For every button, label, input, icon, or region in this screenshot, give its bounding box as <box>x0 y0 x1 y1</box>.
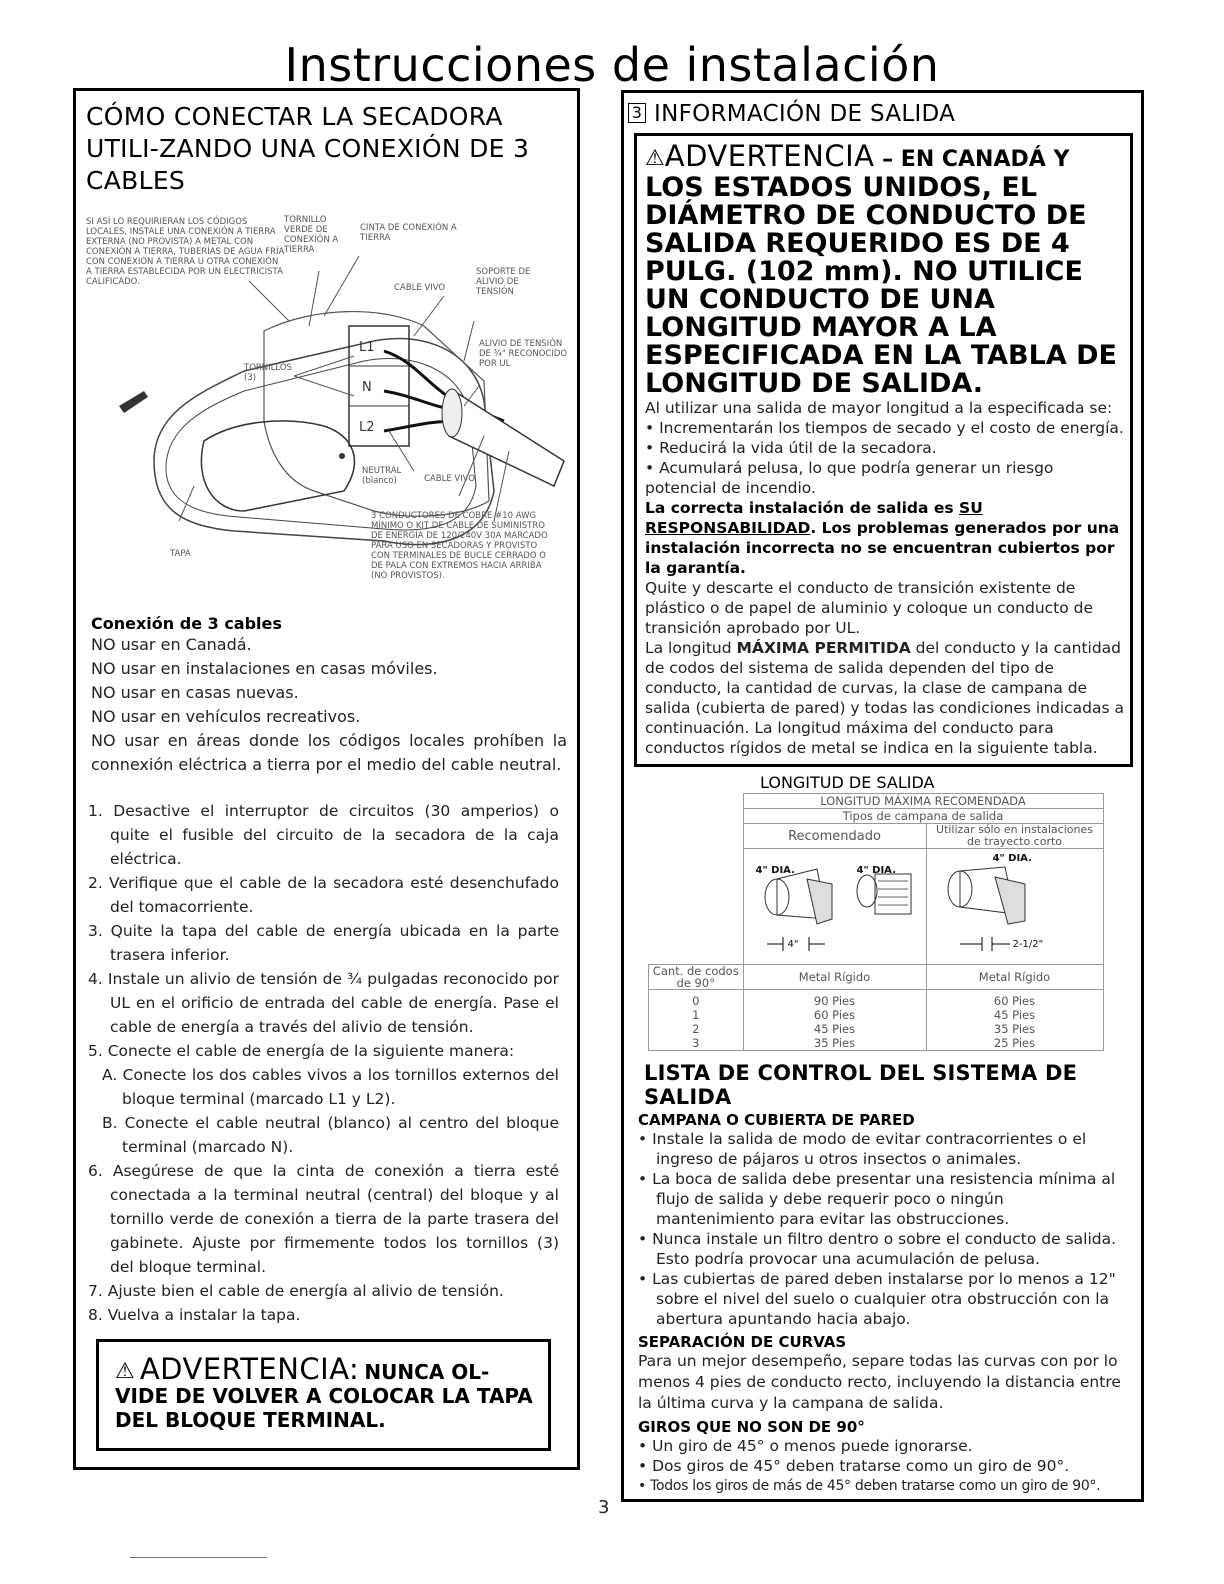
terminal-cover-warning <box>96 1339 551 1451</box>
exhaust-warning-bullet-2: • Reducirá la vida útil de la secadora. <box>645 439 937 457</box>
table-row <box>649 1036 1104 1051</box>
warning-triangle-icon: ⚠ <box>115 1359 135 1384</box>
short-length: 45 Pies <box>926 1008 1103 1022</box>
short-length: 25 Pies <box>926 1036 1103 1051</box>
max-length-text-c: del conducto y la cantidad de codos del sistema de salida dependen del tipo de conducto, la cantidad de curvas, la clase de campana de salida (cubierta de pared) y todas las condiciones indicadas a continuación. La longitud máxima del conducto para conductos rígidos de metal se indica en la siguiente tabla. <box>645 639 1125 757</box>
elbow-count: 2 <box>649 1022 744 1036</box>
exhaust-warning-box <box>634 133 1133 767</box>
table-metal-short: Metal Rígido <box>926 965 1103 990</box>
right-column <box>621 90 1144 1502</box>
terminal-l1-label: L1 <box>359 340 375 355</box>
exhaust-info-heading <box>628 101 1141 127</box>
dia-label-1: 4" DIA. <box>755 865 795 876</box>
recommended-hoods-illustration <box>743 849 926 965</box>
table-metal-rec: Metal Rígido <box>743 965 926 990</box>
responsibility-text-b: . Los problemas generados por una instalación incorrecta no se encuentran cubiertos por la garantía. <box>645 519 1120 577</box>
separacion-text: Para un mejor desempeño, separe todas las curvas con por lo menos 4 pies de conducto recto, incluyendo la distancia entre la última curva y la campana de salida. <box>638 1352 1121 1412</box>
step-3: 3. Quite la tapa del cable de energía ubicada en la parte trasera inferior. <box>88 922 559 964</box>
live-wire-bottom-label: CABLE VIVO <box>424 474 476 484</box>
ground-strap-label: CINTA DE CONEXIÓN A TIERRA <box>360 223 457 243</box>
warning-triangle-icon: ⚠ <box>645 146 665 171</box>
transition-duct-note: Quite y descarte el conducto de transición existente de plástico o de papel de aluminio y coloque un conducto de transición aprobado por UL. <box>645 579 1094 637</box>
strain-relief-label: ALIVIO DE TENSIÓN DE ¾" RECONOCIDO POR UL <box>479 339 568 369</box>
responsibility-note <box>645 498 1124 578</box>
dim-label-2: 2-1/2" <box>1012 939 1044 950</box>
responsibility-text-a: La correcta instalación de salida es <box>645 499 960 517</box>
ground-codes-label: SI ASÍ LO REQUIRIERAN LOS CÓDIGOS LOCALES, INSTALE UNA CONEXIÓN A TIERRA EXTERNA (NO PROVISTA) A METAL CON CONEXIÓN A TIERRA, TUBERÍAS DE AGUA FRÍA CON CONEXIÓN A TIERRA U OTRA CONEXIÓN A TIERRA ESTABLECIDA POR UN ELECTRICISTA CALIFICADO. <box>86 217 285 287</box>
step-2: 2. Verifique que el cable de la secadora esté desenchufado del tomacorriente. <box>88 874 559 916</box>
table-row <box>649 1022 1104 1036</box>
campana-item-2: • La boca de salida debe presentar una resistencia mínima al flujo de salida y debe requerir poco o ningún mantenimiento para evitar las obstrucciones. <box>638 1170 1116 1228</box>
no-line-4: NO usar en vehículos recreativos. <box>91 707 361 726</box>
campana-item-3: • Nunca instale un filtro dentro o sobre el conducto de salida. Esto podría provocar una acumulación de pelusa. <box>638 1230 1117 1268</box>
table-row-head-elbows: Cant. de codos de 90° <box>649 965 744 990</box>
dia-label-3: 4" DIA. <box>992 853 1032 864</box>
elbow-count: 0 <box>649 990 744 1009</box>
exhaust-info-title: INFORMACIÓN DE SALIDA <box>654 101 956 127</box>
section-number: 3 <box>628 103 646 123</box>
page-number: 3 <box>598 1497 610 1518</box>
exhaust-warning-label: ADVERTENCIA <box>664 139 875 173</box>
no-line-5: NO usar en áreas donde los códigos locales prohíben la connexión eléctrica a tierra por el medio del cable neutral. <box>91 731 567 774</box>
warning-text-line1: NUNCA OL- <box>364 1360 490 1384</box>
table-col-short-run: Utilizar sólo en instalaciones de trayecto corto <box>926 824 1103 849</box>
giros-item-2: • Dos giros de 45° deben tratarse como un giro de 90°. <box>638 1457 1070 1475</box>
checklist-title: LISTA DE CONTROL DEL SISTEMA DE SALIDA <box>644 1061 1078 1109</box>
no-line-2: NO usar en instalaciones en casas móviles. <box>91 659 438 678</box>
campana-title: CAMPANA O CUBIERTA DE PARED <box>638 1111 915 1129</box>
table-header-max: LONGITUD MÁXIMA RECOMENDADA <box>743 794 1103 809</box>
exhaust-warning-title-rest: LOS ESTADOS UNIDOS, EL DIÁMETRO DE CONDUCTO DE SALIDA REQUERIDO ES DE 4 PULG. (102 mm). NO UTILICE UN CONDUCTO DE UNA LONGITUD MAYOR A LA ESPECIFICADA EN LA TABLA DE LONGITUD DE SALIDA. <box>645 172 1117 399</box>
max-length-text-a: La longitud <box>645 639 737 657</box>
neutral-label: NEUTRAL (blanco) <box>362 466 402 486</box>
short-length: 60 Pies <box>926 990 1103 1009</box>
campana-item-1: • Instale la salida de modo de evitar contracorrientes o el ingreso de pájaros u otros insectos o animales. <box>638 1130 1087 1168</box>
exhaust-length-table-title: LONGITUD DE SALIDA <box>760 773 935 792</box>
max-length-note <box>645 638 1124 758</box>
rec-length: 35 Pies <box>743 1036 926 1051</box>
campana-item-4: • Las cubiertas de pared deben instalarse por lo menos a 12" sobre el nivel del suelo o cualquier otra obstrucción con la abertura apuntando hacia abajo. <box>638 1270 1116 1328</box>
no-line-3: NO usar en casas nuevas. <box>91 683 299 702</box>
exhaust-warning-bullet-3: • Acumulará pelusa, lo que podría generar un riesgo potencial de incendio. <box>645 459 1054 497</box>
giros-item-1: • Un giro de 45° o menos puede ignorarse. <box>638 1437 973 1455</box>
rec-length: 60 Pies <box>743 1008 926 1022</box>
conductors-label: 3 CONDUCTORES DE COBRE #10 AWG MÍNIMO O KIT DE CABLE DE SUMINISTRO DE ENERGÍA DE 120/240V 30A MARCADO PARA USO EN SECADORAS Y PROVISTO CON TERMINALES DE BUCLE CERRADO O DE PALA CON EXTREMOS HACIA ARRIBA (NO PROVISTOS). <box>371 511 548 581</box>
table-row <box>649 990 1104 1009</box>
screws-label: TORNILLOS (3) <box>244 363 292 383</box>
exhaust-warning-intro: Al utilizar una salida de mayor longitud a la especificada se: <box>645 399 1113 417</box>
elbow-count: 1 <box>649 1008 744 1022</box>
terminal-n-label: N <box>362 380 372 395</box>
live-wire-top-label: CABLE VIVO <box>394 283 446 293</box>
step-1: 1. Desactive el interruptor de circuitos (30 amperios) o quite el fusible del circuito de la secadora de la caja eléctrica. <box>88 802 559 868</box>
step-5b: B. Conecte el cable neutral (blanco) al centro del bloque terminal (marcado N). <box>102 1114 559 1156</box>
conexion-title: Conexión de 3 cables <box>91 614 282 633</box>
separacion-title: SEPARACIÓN DE CURVAS <box>638 1333 847 1351</box>
step-4: 4. Instale un alivio de tensión de ¾ pulgadas reconocido por UL en el orificio de entrada del cable de energía. Pase el cable de energía a través del alivio de tensión. <box>88 970 559 1036</box>
no-line-1: NO usar en Canadá. <box>91 635 252 654</box>
exhaust-length-table <box>648 793 1104 1051</box>
dim-label-1: 4" <box>787 939 799 950</box>
warning-label: ADVERTENCIA: <box>139 1352 360 1386</box>
short-length: 35 Pies <box>926 1022 1103 1036</box>
exhaust-warning-region: – EN CANADÁ Y <box>874 147 1070 172</box>
campana-list <box>638 1129 1127 1329</box>
green-screw-label: TORNILLO VERDE DE CONEXIÓN A TIERRA <box>284 215 339 255</box>
elbow-count: 3 <box>649 1036 744 1051</box>
exhaust-warning-title <box>645 139 1124 399</box>
bottom-divider <box>130 1557 267 1558</box>
exhaust-warning-bullet-1: • Incrementarán los tiempos de secado y el costo de energía. <box>645 419 1124 437</box>
strain-support-label: SOPORTE DE ALIVIO DE TENSIÓN <box>476 267 531 297</box>
rec-length: 45 Pies <box>743 1022 926 1036</box>
dia-label-2: 4" DIA. <box>856 865 896 876</box>
table-header-hood-types: Tipos de campana de salida <box>743 809 1103 824</box>
cover-label: TAPA <box>170 549 191 559</box>
step-5a: A. Conecte los dos cables vivos a los tornillos externos del bloque terminal (marcado L1 y L2). <box>102 1066 559 1108</box>
step-8: 8. Vuelva a instalar la tapa. <box>88 1306 301 1324</box>
step-5: 5. Conecte el cable de energía de la siguiente manera: <box>88 1042 515 1060</box>
step-7: 7. Ajuste bien el cable de energía al alivio de tensión. <box>88 1282 504 1300</box>
wiring-diagram <box>84 211 574 606</box>
install-steps <box>88 799 559 1327</box>
giros-item-3: • Todos los giros de más de 45° deben tratarse como un giro de 90°. <box>638 1478 1101 1494</box>
short-run-hood-illustration <box>926 849 1103 965</box>
responsibility-text-underlined: SU RESPONSABILIDAD <box>645 499 983 537</box>
section-heading-3-wire: CÓMO CONECTAR LA SECADORA UTILI-ZANDO UNA CONEXIÓN DE 3 CABLES <box>86 102 530 195</box>
max-length-text-bold: MÁXIMA PERMITIDA <box>736 639 911 657</box>
giros-list <box>638 1436 1127 1496</box>
rec-length: 90 Pies <box>743 990 926 1009</box>
left-column <box>73 88 580 1470</box>
page-title: Instrucciones de instalación <box>284 38 940 92</box>
table-col-recommended: Recomendado <box>743 824 926 849</box>
terminal-l2-label: L2 <box>359 420 375 435</box>
warning-text-rest: VIDE DE VOLVER A COLOCAR LA TAPA DEL BLOQUE TERMINAL. <box>115 1384 533 1432</box>
table-row <box>649 1008 1104 1022</box>
step-6: 6. Asegúrese de que la cinta de conexión a tierra esté conectada a la terminal neutral (central) del bloque y al tornillo verde de conexión a tierra de la parte trasera del gabinete. Ajuste por firmemente todos los tornillos (3) del bloque terminal. <box>88 1162 559 1276</box>
giros-title: GIROS QUE NO SON DE 90° <box>638 1418 865 1436</box>
